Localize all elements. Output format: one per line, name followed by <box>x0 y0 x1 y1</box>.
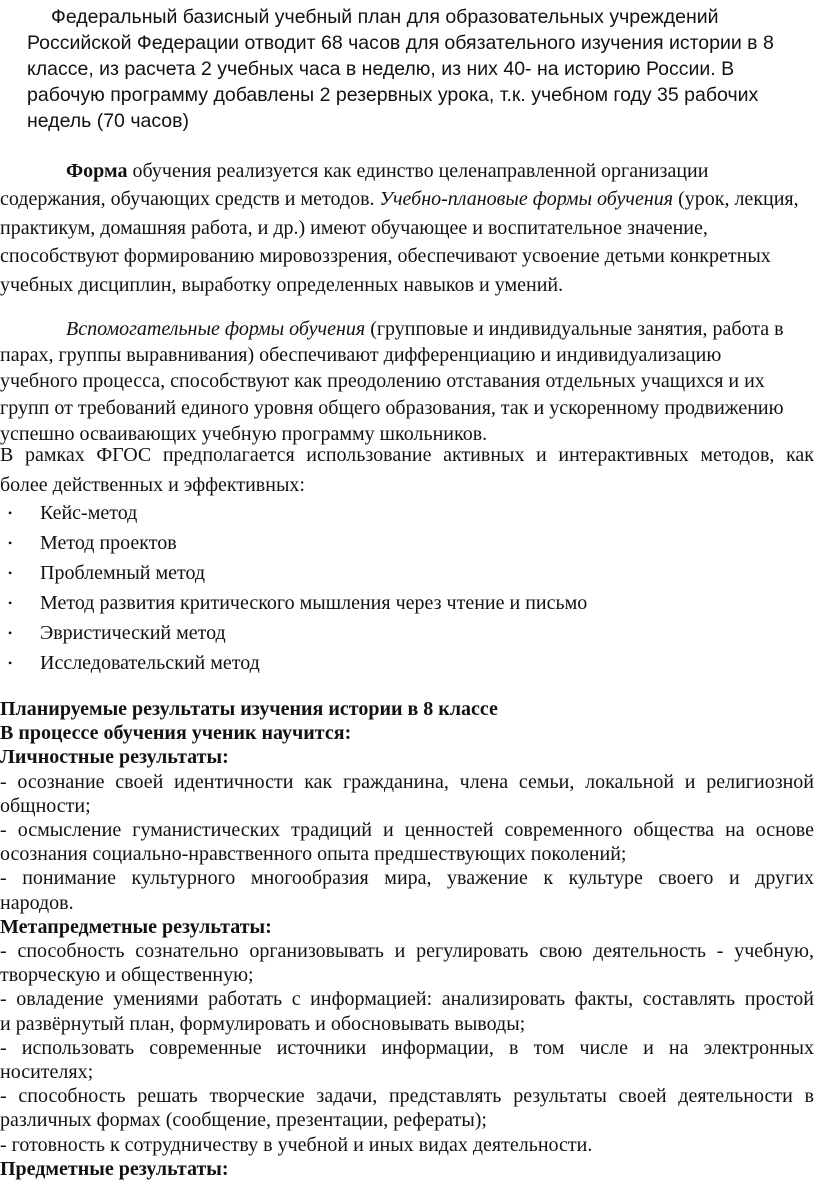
result-item <box>0 1036 814 1084</box>
result-line: носителях; <box>0 1061 94 1084</box>
result-line: - овладение умениями работать с информацией: анализировать факты, составлять простой <box>0 988 814 1011</box>
result-item <box>0 1133 814 1157</box>
paragraph-fgos-methods <box>0 440 814 500</box>
method-label: Исследовательский метод <box>40 652 260 674</box>
result-item <box>0 818 814 866</box>
bullet-icon: • <box>8 536 13 550</box>
paragraph-curriculum-hours: Федеральный базисный учебный план для образовательных учреждений Российской Федерации отводит 68 часов для обязательного изучения истории в 8 классе, из расчета 2 учебных часа в неделю, из них 40- на историю России. В рабочую программу добавлены 2 резервных урока, т.к. учебном году 35 рабочих недель (70 часов) <box>27 6 774 132</box>
result-line: различных формах (сообщение, презентации, рефераты); <box>0 1109 487 1132</box>
list-item <box>0 528 587 558</box>
result-line: осознания социально-нравственного опыта предшествующих поколений; <box>0 843 627 866</box>
list-item <box>0 618 587 648</box>
bullet-icon: • <box>8 656 13 670</box>
result-item <box>0 987 814 1035</box>
fgos-line-2: более действенных и эффективных: <box>0 474 305 496</box>
forms-text-2: (урок, лекция, практикум, домашняя работа, и др.) имеют обучающее и воспитательное значение, способствуют формированию мировоззрения, обеспечивают усвоение детьми конкретных учебных дисциплин, выработку определенных навыков и умений. <box>0 188 799 296</box>
auxiliary-text: (групповые и индивидуальные занятия, работа в парах, группы выравнивания) обеспечивают дифференциацию и индивидуализацию учебного процесса, способствуют как преодолению отставания отдельных учащихся и их групп от требований единого уровня общего образования, так и ускоренному продвижению успешно осваивающих учебную программу школьников. <box>0 318 784 445</box>
bullet-icon: • <box>8 506 13 520</box>
forms-italic-term: Учебно-плановые формы обучения <box>379 188 674 211</box>
result-line: - осмысление гуманистических традиций и ценностей современного общества на основе <box>0 819 814 842</box>
list-item <box>0 558 587 588</box>
results-subheading: В процессе обучения ученик научится: <box>0 722 352 745</box>
auxiliary-italic-term: Вспомогательные формы обучения <box>66 318 366 340</box>
paragraph-auxiliary-forms <box>0 316 800 447</box>
forms-text-1: обучения реализуется как единство целенаправленной организации содержания, обучающих средств и методов. <box>0 160 709 211</box>
result-line: - способность решать творческие задачи, представлять результаты своей деятельности в <box>0 1085 814 1108</box>
planned-results-section <box>0 697 814 1181</box>
bullet-icon: • <box>8 626 13 640</box>
method-label: Метод проектов <box>40 532 177 554</box>
result-line: творческую и общественную; <box>0 964 254 987</box>
results-heading: Планируемые результаты изучения истории в 8 классе <box>0 698 498 720</box>
fgos-line-1: В рамках ФГОС предполагается использование активных и интерактивных методов, как <box>0 444 814 466</box>
list-item <box>0 648 587 678</box>
forms-bold-term: Форма <box>66 160 128 182</box>
subject-results-heading: Предметные результаты: <box>0 1157 229 1180</box>
result-line: - понимание культурного многообразия мира, уважение к культуре своего и других <box>0 867 814 890</box>
result-line: и развёрнутый план, формулировать и обосновывать выводы; <box>0 1012 526 1035</box>
meta-results-heading: Метапредметные результаты: <box>0 915 272 938</box>
result-line: - способность сознательно организовывать и регулировать свою деятельность - учебную, <box>0 940 814 963</box>
bullet-icon: • <box>8 596 13 610</box>
result-item <box>0 1084 814 1132</box>
result-item <box>0 770 814 818</box>
result-item <box>0 939 814 987</box>
methods-list <box>0 498 587 678</box>
paragraph-forms-of-learning <box>0 157 800 299</box>
result-item <box>0 866 814 914</box>
method-label: Кейс-метод <box>40 502 138 524</box>
result-line: - готовность к сотрудничеству в учебной и иных видах деятельности. <box>0 1133 593 1156</box>
list-item <box>0 588 587 618</box>
result-line: - осознание своей идентичности как гражданина, члена семьи, локальной и религиозной <box>0 770 814 793</box>
list-item <box>0 498 587 528</box>
result-line: народов. <box>0 891 74 914</box>
bullet-icon: • <box>8 566 13 580</box>
method-label: Проблемный метод <box>40 562 206 584</box>
result-line: - использовать современные источники информации, в том числе и на электронных <box>0 1036 814 1059</box>
method-label: Эвристический метод <box>40 622 226 644</box>
result-line: общности; <box>0 794 91 817</box>
personal-results-heading: Личностные результаты: <box>0 746 229 769</box>
method-label: Метод развития критического мышления через чтение и письмо <box>40 592 588 614</box>
